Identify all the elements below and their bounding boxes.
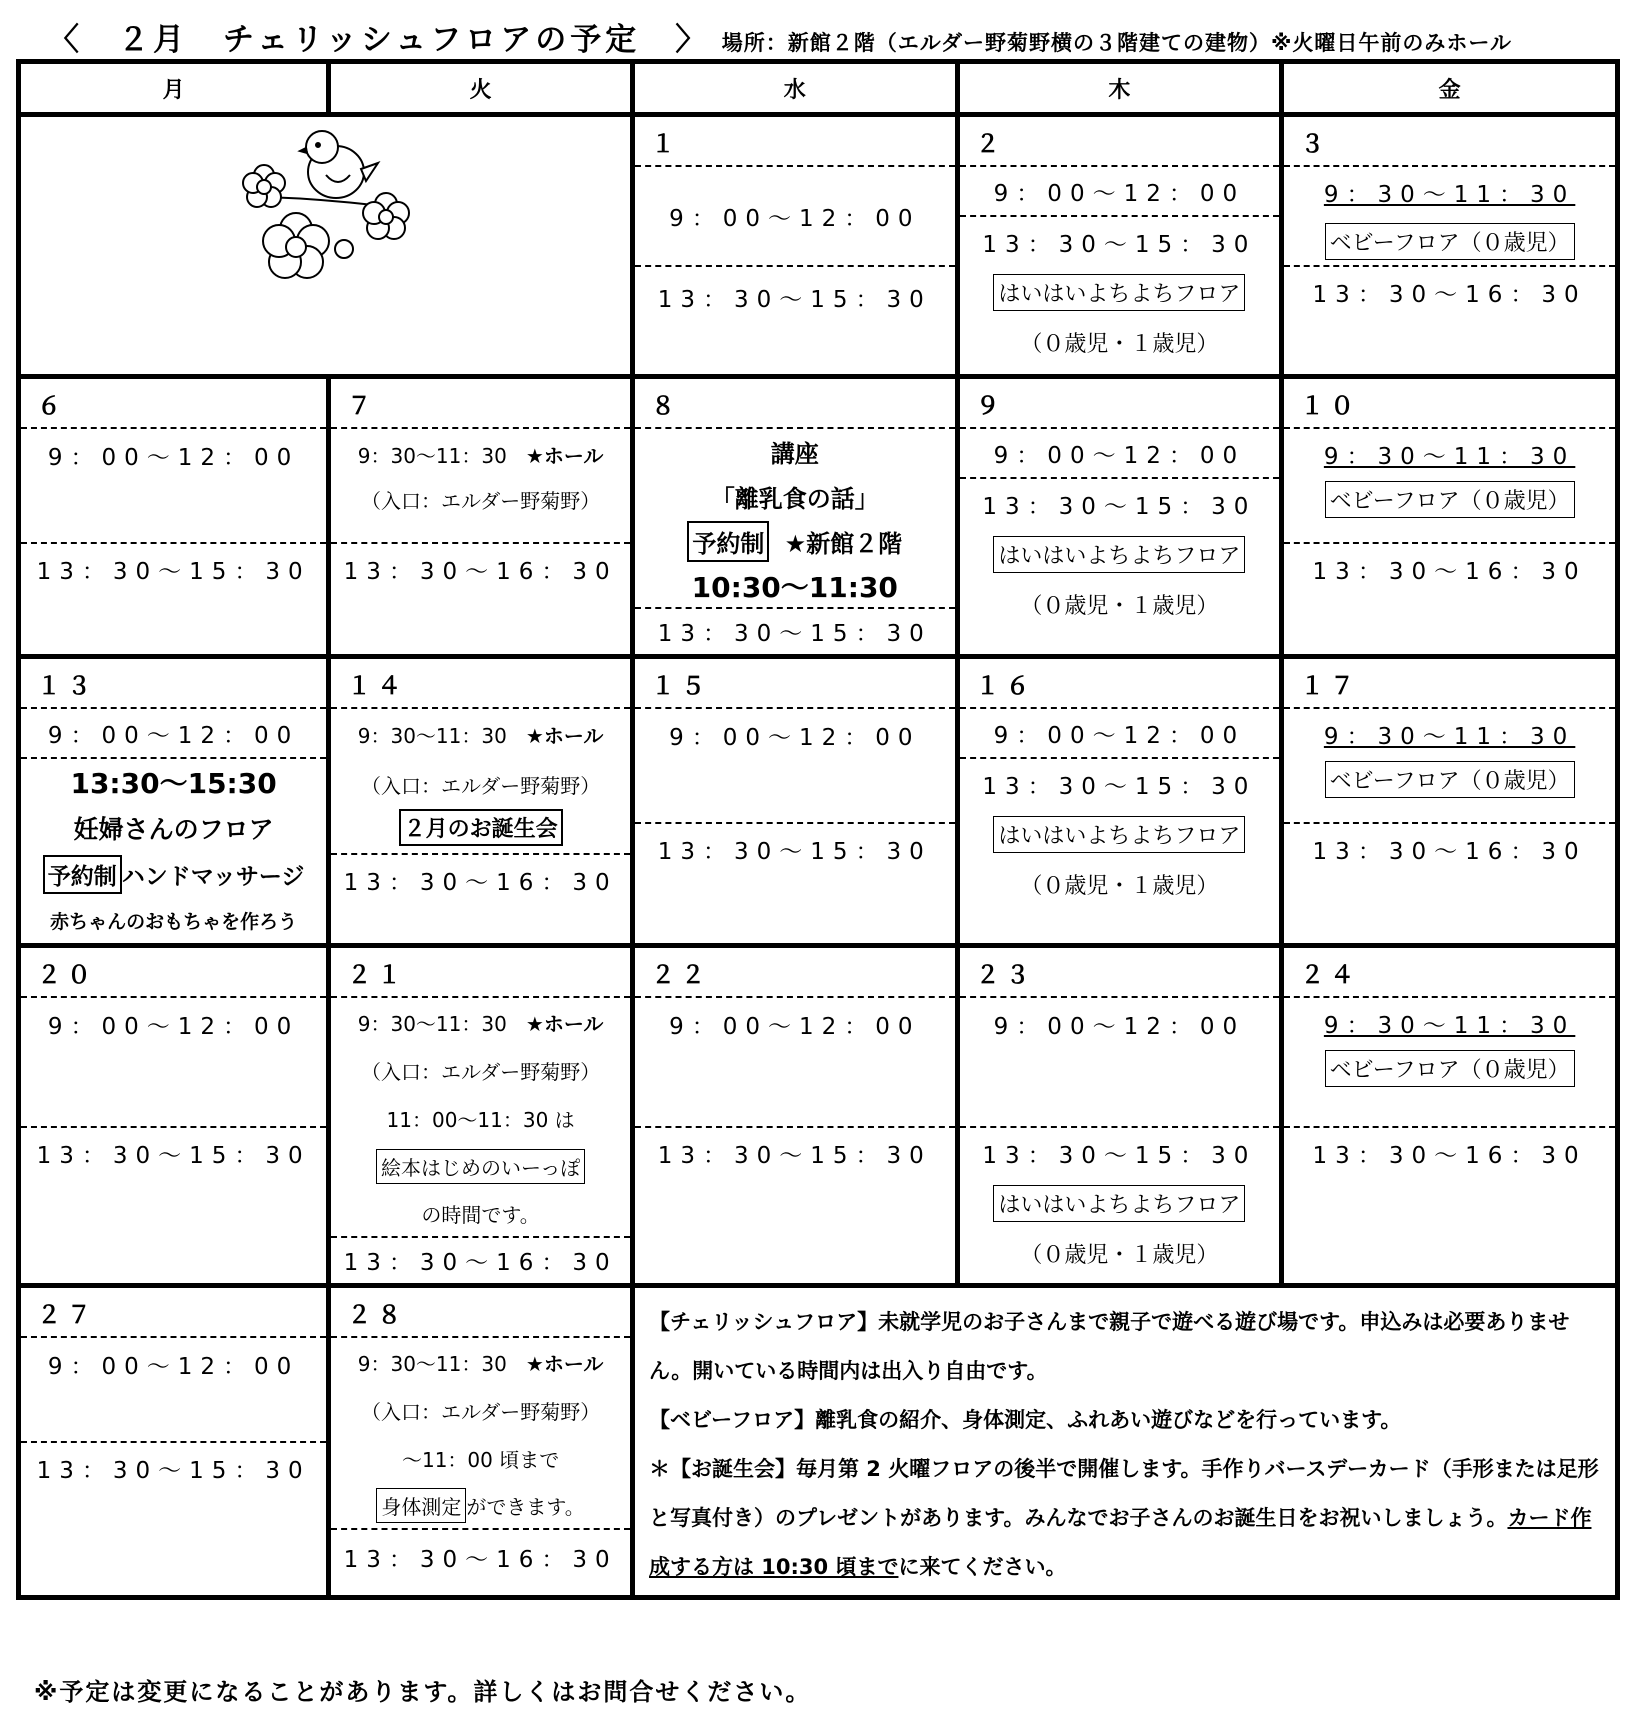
footer-note: ※予定は変更になることがあります。詳しくはお問合せください。 [34,1678,812,1706]
day-number: ７ [331,379,630,429]
pm-slot: 13：30〜16：30 [1312,838,1587,865]
weekday-wed: 水 [633,62,958,115]
day-number: １４ [331,659,630,709]
day-cell-3 [1282,115,1618,377]
am-slot: 9：00〜12：00 [21,429,326,544]
week-row-3 [19,657,1618,946]
day-cell-15 [633,657,958,946]
hall-label: ★ホール [525,723,604,748]
calendar-table [16,59,1620,1600]
note-card-suffix: に来てください。 [898,1555,1067,1579]
day-cell-20 [19,946,329,1286]
pm-slot: 13：30〜15：30 [657,286,932,313]
day-cell-22 [633,946,958,1286]
am-slot: 9：00〜12：00 [960,709,1280,759]
day-number: １ [635,117,955,167]
am-slot: 9：00〜12：00 [960,167,1280,217]
maternity-title: 妊婦さんのフロア [73,815,274,844]
pm-slot: 13：30〜15：30 [982,773,1257,800]
pm-slot: 13：30〜15：30 [36,1457,311,1484]
day-cell-8 [633,377,958,657]
am-slot: 9：30〜11：30 [1323,723,1576,750]
day-cell-13 [19,657,329,946]
baby-floor-label: ベビーフロア（０歳児） [1325,761,1575,798]
schedule-title: 〈 ２月 チェリッシュフロアの予定 〉 [48,22,711,58]
maternity-time: 13:30〜15:30 [70,767,277,800]
pm-slot: 13：30〜15：30 [982,231,1257,258]
day-cell-1 [633,115,958,377]
pm-slot: 13：30〜16：30 [343,558,618,585]
notes-block [635,1288,1615,1592]
day-number: １０ [1284,379,1615,429]
day-cell-17 [1282,657,1618,946]
hand-massage-label: ハンドマッサージ [121,863,305,890]
measurement-suffix: ができます。 [466,1494,585,1519]
haihai-age: （０歳児・１歳児） [1020,331,1219,357]
hall-label: ★ホール [525,1351,604,1376]
day-number: １７ [1284,659,1615,709]
ehon-suffix: の時間です。 [331,1190,630,1238]
am-slot: 9：00〜12：00 [21,998,326,1128]
entrance-note: （入口：エルダー野菊野） [361,773,601,798]
day-number: １３ [21,659,326,709]
location-note: 場所：新館２階（エルダー野菊野横の３階建ての建物）※火曜日午前のみホール [721,31,1512,55]
reservation-badge: 予約制 [687,521,769,562]
day-cell-9 [957,377,1282,657]
haihai-floor-label: はいはいよちよちフロア [993,536,1245,573]
course-time: 10:30〜11:30 [635,564,955,609]
schedule-header [48,14,1512,64]
day-number: ２３ [960,948,1280,998]
week-row-1 [19,115,1618,377]
pm-slot: 13：30〜16：30 [1312,281,1587,308]
tue-am-slot: 9：30〜11：30 [357,723,507,748]
measurement-time-note: 〜11：00 頃まで [401,1447,560,1472]
am-slot: 9：30〜11：30 [1323,181,1576,208]
haihai-floor-label: はいはいよちよちフロア [993,274,1245,311]
note-birthday-text: ＊【お誕生会】毎月第 2 火曜フロアの後半で開催します。手作りバースデーカード（手形または足形と写真付き）のプレゼントがあります。みんなでお子さんのお誕生日をお祝いしましょう。 [649,1457,1599,1530]
weekday-fri: 金 [1282,62,1618,115]
am-slot: 9：00〜12：00 [960,429,1280,479]
weekday-mon: 月 [19,62,329,115]
am-slot: 9：00〜12：00 [635,998,955,1128]
haihai-age: （０歳児・１歳児） [1020,873,1219,899]
am-slot: 9：00〜12：00 [635,167,955,267]
am-slot: 9：00〜12：00 [635,709,955,824]
haihai-floor-label: はいはいよちよちフロア [993,1185,1245,1222]
note-birthday-party [649,1445,1605,1592]
week-row-2 [19,377,1618,657]
day-cell-10 [1282,377,1618,657]
week-row-5 [19,1286,1618,1598]
ehon-program-label: 絵本はじめのいーっぽ [376,1149,585,1184]
reservation-badge: 予約制 [43,855,122,894]
illustration-cell [19,115,633,377]
course-topic: 「離乳食の話」 [710,485,879,513]
pm-slot: 13：30〜15：30 [36,558,311,585]
day-cell-21 [329,946,633,1286]
tue-am-slot: 9：30〜11：30 [357,1351,507,1376]
day-number: ２１ [331,948,630,998]
day-cell-16 [957,657,1282,946]
bird-flower-illustration [226,117,426,287]
am-slot: 9：30〜11：30 [1323,1012,1576,1039]
weekday-thu: 木 [957,62,1282,115]
day-number: ２２ [635,948,955,998]
pm-slot: 13：30〜16：30 [1312,558,1587,585]
entrance-note: （入口：エルダー野菊野） [331,479,630,544]
am-slot: 9：00〜12：00 [21,709,326,759]
day-cell-27 [19,1286,329,1598]
pm-slot: 13：30〜15：30 [982,1142,1257,1169]
am-slot: 9：00〜12：00 [960,998,1280,1128]
tue-am-slot: 9：30〜11：30 [357,443,507,468]
day-cell-24 [1282,946,1618,1286]
day-number: ２７ [21,1288,326,1338]
haihai-age: （０歳児・１歳児） [1020,593,1219,619]
course-label: 講座 [770,440,819,468]
pm-slot: 13：30〜15：30 [657,1142,932,1169]
day-cell-6 [19,377,329,657]
day-number: ６ [21,379,326,429]
day-number: ２０ [21,948,326,998]
day-number: ２ [960,117,1280,167]
entrance-note: （入口：エルダー野菊野） [361,1399,601,1424]
pm-slot: 13：30〜16：30 [1312,1142,1587,1169]
weekday-tue: 火 [329,62,633,115]
am-slot: 9：30〜11：30 [1323,443,1576,470]
ehon-time-note: 11：00〜11：30 は [386,1107,575,1132]
haihai-floor-label: はいはいよちよちフロア [993,816,1245,853]
toy-making-label: 赤ちゃんのおもちゃを作ろう [50,910,298,933]
day-cell-2 [957,115,1282,377]
pm-slot: 13：30〜16：30 [343,1547,618,1573]
day-cell-7 [329,377,633,657]
day-cell-14 [329,657,633,946]
day-number: ９ [960,379,1280,429]
hall-label: ★ホール [525,1011,604,1036]
pm-slot: 13：30〜16：30 [343,1250,618,1276]
pm-slot: 13：30〜15：30 [982,493,1257,520]
day-cell-23 [957,946,1282,1286]
pm-slot: 13：30〜16：30 [343,869,618,896]
day-number: ２４ [1284,948,1615,998]
entrance-note: （入口：エルダー野菊野） [361,1059,601,1084]
tue-am-slot: 9：30〜11：30 [357,1011,507,1036]
note-cherish-floor: 【チェリッシュフロア】未就学児のお子さんまで親子で遊べる遊び場です。申込みは必要ありません。開いている時間内は出入り自由です。 [649,1310,1570,1383]
baby-floor-label: ベビーフロア（０歳児） [1325,481,1575,518]
day-number: ３ [1284,117,1615,167]
pm-slot: 13：30〜15：30 [657,838,932,865]
measurement-label: 身体測定 [376,1488,466,1523]
day-number: １５ [635,659,955,709]
hall-label: ★ホール [525,443,604,468]
day-cell-28 [329,1286,633,1598]
birthday-party-badge: ２月のお誕生会 [399,809,563,846]
note-card-deadline: カード作成する方は 10:30 頃まで [649,1506,1592,1579]
course-place: ★新館２階 [784,530,903,558]
am-slot: 9：00〜12：00 [21,1338,326,1443]
week-row-4 [19,946,1618,1286]
pm-slot: 13：30〜15：30 [657,621,932,647]
pm-slot: 13：30〜15：30 [36,1142,311,1169]
day-number: ８ [635,379,955,429]
note-baby-floor: 【ベビーフロア】離乳食の紹介、身体測定、ふれあい遊びなどを行っています。 [649,1408,1402,1432]
baby-floor-label: ベビーフロア（０歳児） [1325,223,1575,260]
day-number: ２８ [331,1288,630,1338]
weekday-header-row [19,62,1618,115]
day-number: １６ [960,659,1280,709]
baby-floor-label: ベビーフロア（０歳児） [1325,1050,1575,1087]
haihai-age: （０歳児・１歳児） [1020,1242,1219,1268]
notes-cell [633,1286,1618,1598]
